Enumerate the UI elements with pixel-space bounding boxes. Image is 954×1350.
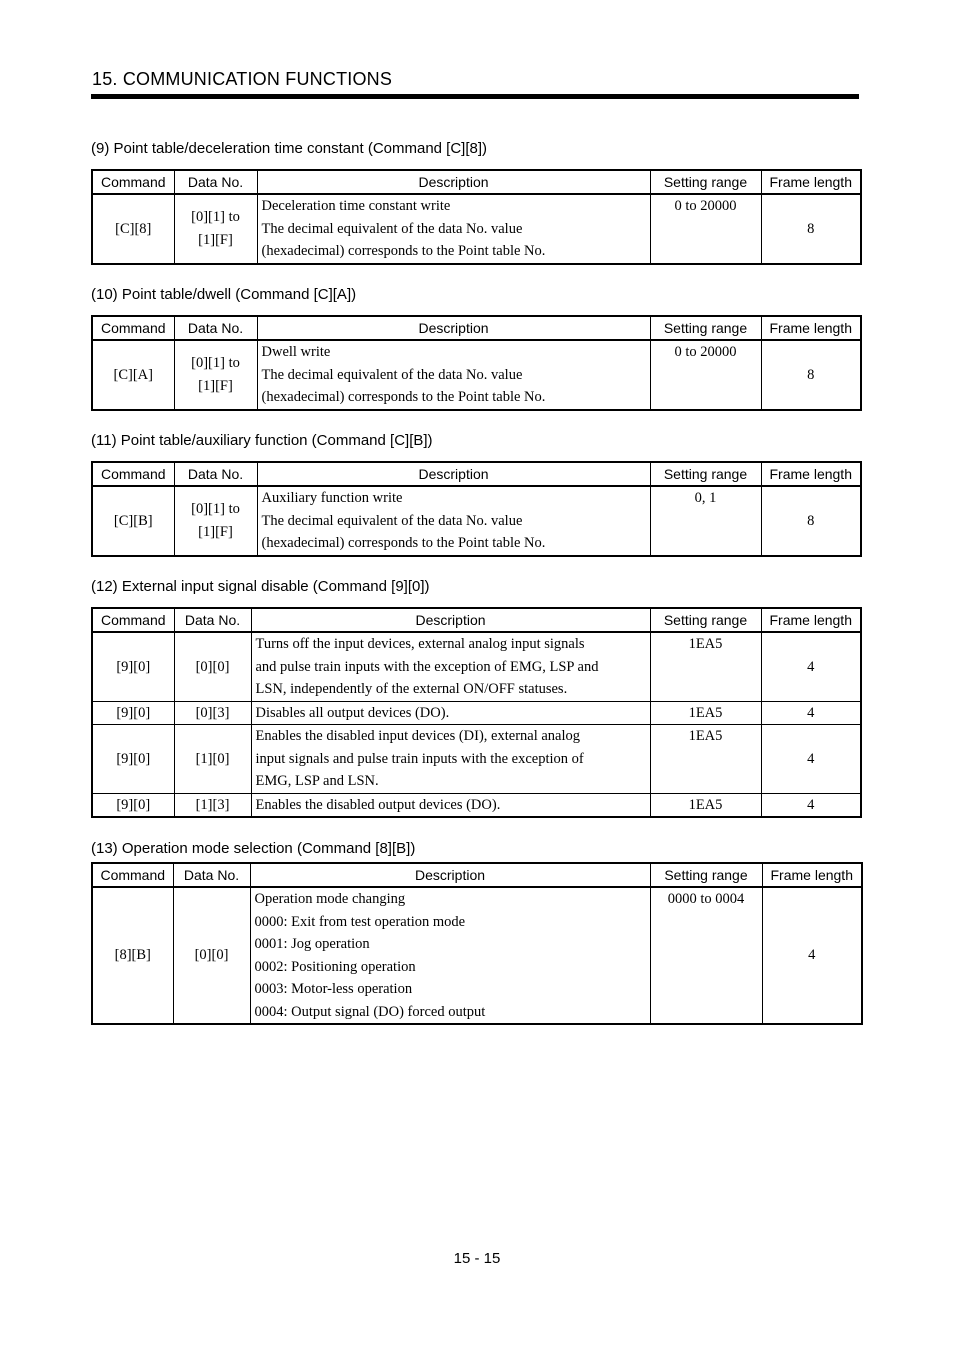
col-setting-range: Setting range [650, 170, 761, 194]
table-header-row [92, 462, 861, 486]
frame-length-cell: 4 [761, 793, 861, 817]
setting-range-cell: 0000 to 0004 [650, 887, 762, 1024]
section-heading: (13) Operation mode selection (Command [8][B]) [91, 840, 416, 857]
description-cell: Dwell write The decimal equivalent of the data No. value (hexadecimal) corresponds to the Point table No. [257, 340, 650, 410]
frame-length-cell: 8 [761, 194, 861, 264]
command-cell: [C][B] [92, 486, 174, 556]
description-cell: Disables all output devices (DO). [251, 701, 650, 725]
col-frame-length: Frame length [761, 462, 861, 486]
frame-length-cell: 4 [761, 701, 861, 725]
command-cell: [9][0] [92, 701, 174, 725]
table-header-row [92, 608, 861, 632]
col-data-no: Data No. [174, 316, 257, 340]
frame-length-cell: 4 [761, 725, 861, 794]
data-no-cell: [0][3] [174, 701, 251, 725]
col-setting-range: Setting range [650, 316, 761, 340]
table-row [92, 793, 861, 817]
chapter-title: 15. COMMUNICATION FUNCTIONS [92, 69, 393, 89]
command-table [91, 607, 862, 818]
col-setting-range: Setting range [650, 608, 761, 632]
description-cell: Deceleration time constant write The decimal equivalent of the data No. value (hexadecimal) corresponds to the Point table No. [257, 194, 650, 264]
col-setting-range: Setting range [650, 863, 762, 887]
data-no-cell: [0][0] [174, 632, 251, 701]
table-row [92, 632, 861, 701]
header-rule [91, 94, 859, 99]
data-no-cell: [1][3] [174, 793, 251, 817]
frame-length-cell: 8 [761, 486, 861, 556]
section-9 [91, 138, 861, 265]
col-data-no: Data No. [173, 863, 250, 887]
description-cell: Operation mode changing 0000: Exit from test operation mode 0001: Jog operation 0002: Positioning operation 0003: Motor-less operation 0004: Output signal (DO) forced output [250, 887, 650, 1024]
col-setting-range: Setting range [650, 462, 761, 486]
table-header-row [92, 170, 861, 194]
description-cell: Auxiliary function write The decimal equivalent of the data No. value (hexadecimal) corresponds to the Point table No. [257, 486, 650, 556]
section-heading: (10) Point table/dwell (Command [C][A]) [91, 286, 357, 303]
data-no-cell: [0][1] to [1][F] [174, 486, 257, 556]
table-row [92, 486, 861, 556]
section-12 [91, 576, 861, 818]
section-heading: (9) Point table/deceleration time constant (Command [C][8]) [91, 140, 488, 157]
command-table [91, 315, 862, 411]
command-cell: [9][0] [92, 725, 174, 794]
table-row [92, 887, 862, 1024]
command-cell: [9][0] [92, 632, 174, 701]
setting-range-cell: 1EA5 [650, 725, 761, 794]
section-10 [91, 284, 861, 411]
description-cell: Enables the disabled input devices (DI), external analog input signals and pulse train inputs with the exception of EMG, LSP and LSN. [251, 725, 650, 794]
setting-range-cell: 0 to 20000 [650, 194, 761, 264]
col-command: Command [92, 608, 174, 632]
table-row [92, 725, 861, 794]
col-description: Description [257, 170, 650, 194]
setting-range-cell: 0 to 20000 [650, 340, 761, 410]
col-command: Command [92, 316, 174, 340]
command-table [91, 169, 862, 265]
command-table [91, 862, 863, 1025]
data-no-cell: [0][1] to [1][F] [174, 340, 257, 410]
description-cell: Turns off the input devices, external analog input signals and pulse train inputs with the exception of EMG, LSP and LSN, independently of the external ON/OFF statuses. [251, 632, 650, 701]
data-no-cell: [0][0] [173, 887, 250, 1024]
frame-length-cell: 8 [761, 340, 861, 410]
data-no-cell: [0][1] to [1][F] [174, 194, 257, 264]
table-header-row [92, 316, 861, 340]
section-11 [91, 430, 861, 557]
table-row [92, 340, 861, 410]
section-heading: (11) Point table/auxiliary function (Command [C][B]) [91, 432, 433, 449]
table-row [92, 701, 861, 725]
col-command: Command [92, 462, 174, 486]
command-cell: [9][0] [92, 793, 174, 817]
section-13 [91, 838, 861, 1025]
col-description: Description [257, 462, 650, 486]
col-description: Description [257, 316, 650, 340]
col-data-no: Data No. [174, 170, 257, 194]
col-data-no: Data No. [174, 462, 257, 486]
col-frame-length: Frame length [761, 608, 861, 632]
table-row [92, 194, 861, 264]
description-cell: Enables the disabled output devices (DO). [251, 793, 650, 817]
command-cell: [C][8] [92, 194, 174, 264]
command-cell: [8][B] [92, 887, 173, 1024]
col-description: Description [250, 863, 650, 887]
page-number: 15 - 15 [453, 1250, 501, 1267]
setting-range-cell: 1EA5 [650, 632, 761, 701]
col-frame-length: Frame length [762, 863, 862, 887]
frame-length-cell: 4 [762, 887, 862, 1024]
setting-range-cell: 1EA5 [650, 701, 761, 725]
setting-range-cell: 1EA5 [650, 793, 761, 817]
setting-range-cell: 0, 1 [650, 486, 761, 556]
col-data-no: Data No. [174, 608, 251, 632]
col-frame-length: Frame length [761, 170, 861, 194]
section-heading: (12) External input signal disable (Command [9][0]) [91, 578, 430, 595]
data-no-cell: [1][0] [174, 725, 251, 794]
col-command: Command [92, 863, 173, 887]
frame-length-cell: 4 [761, 632, 861, 701]
table-header-row [92, 863, 862, 887]
command-cell: [C][A] [92, 340, 174, 410]
col-command: Command [92, 170, 174, 194]
col-frame-length: Frame length [761, 316, 861, 340]
command-table [91, 461, 862, 557]
col-description: Description [251, 608, 650, 632]
